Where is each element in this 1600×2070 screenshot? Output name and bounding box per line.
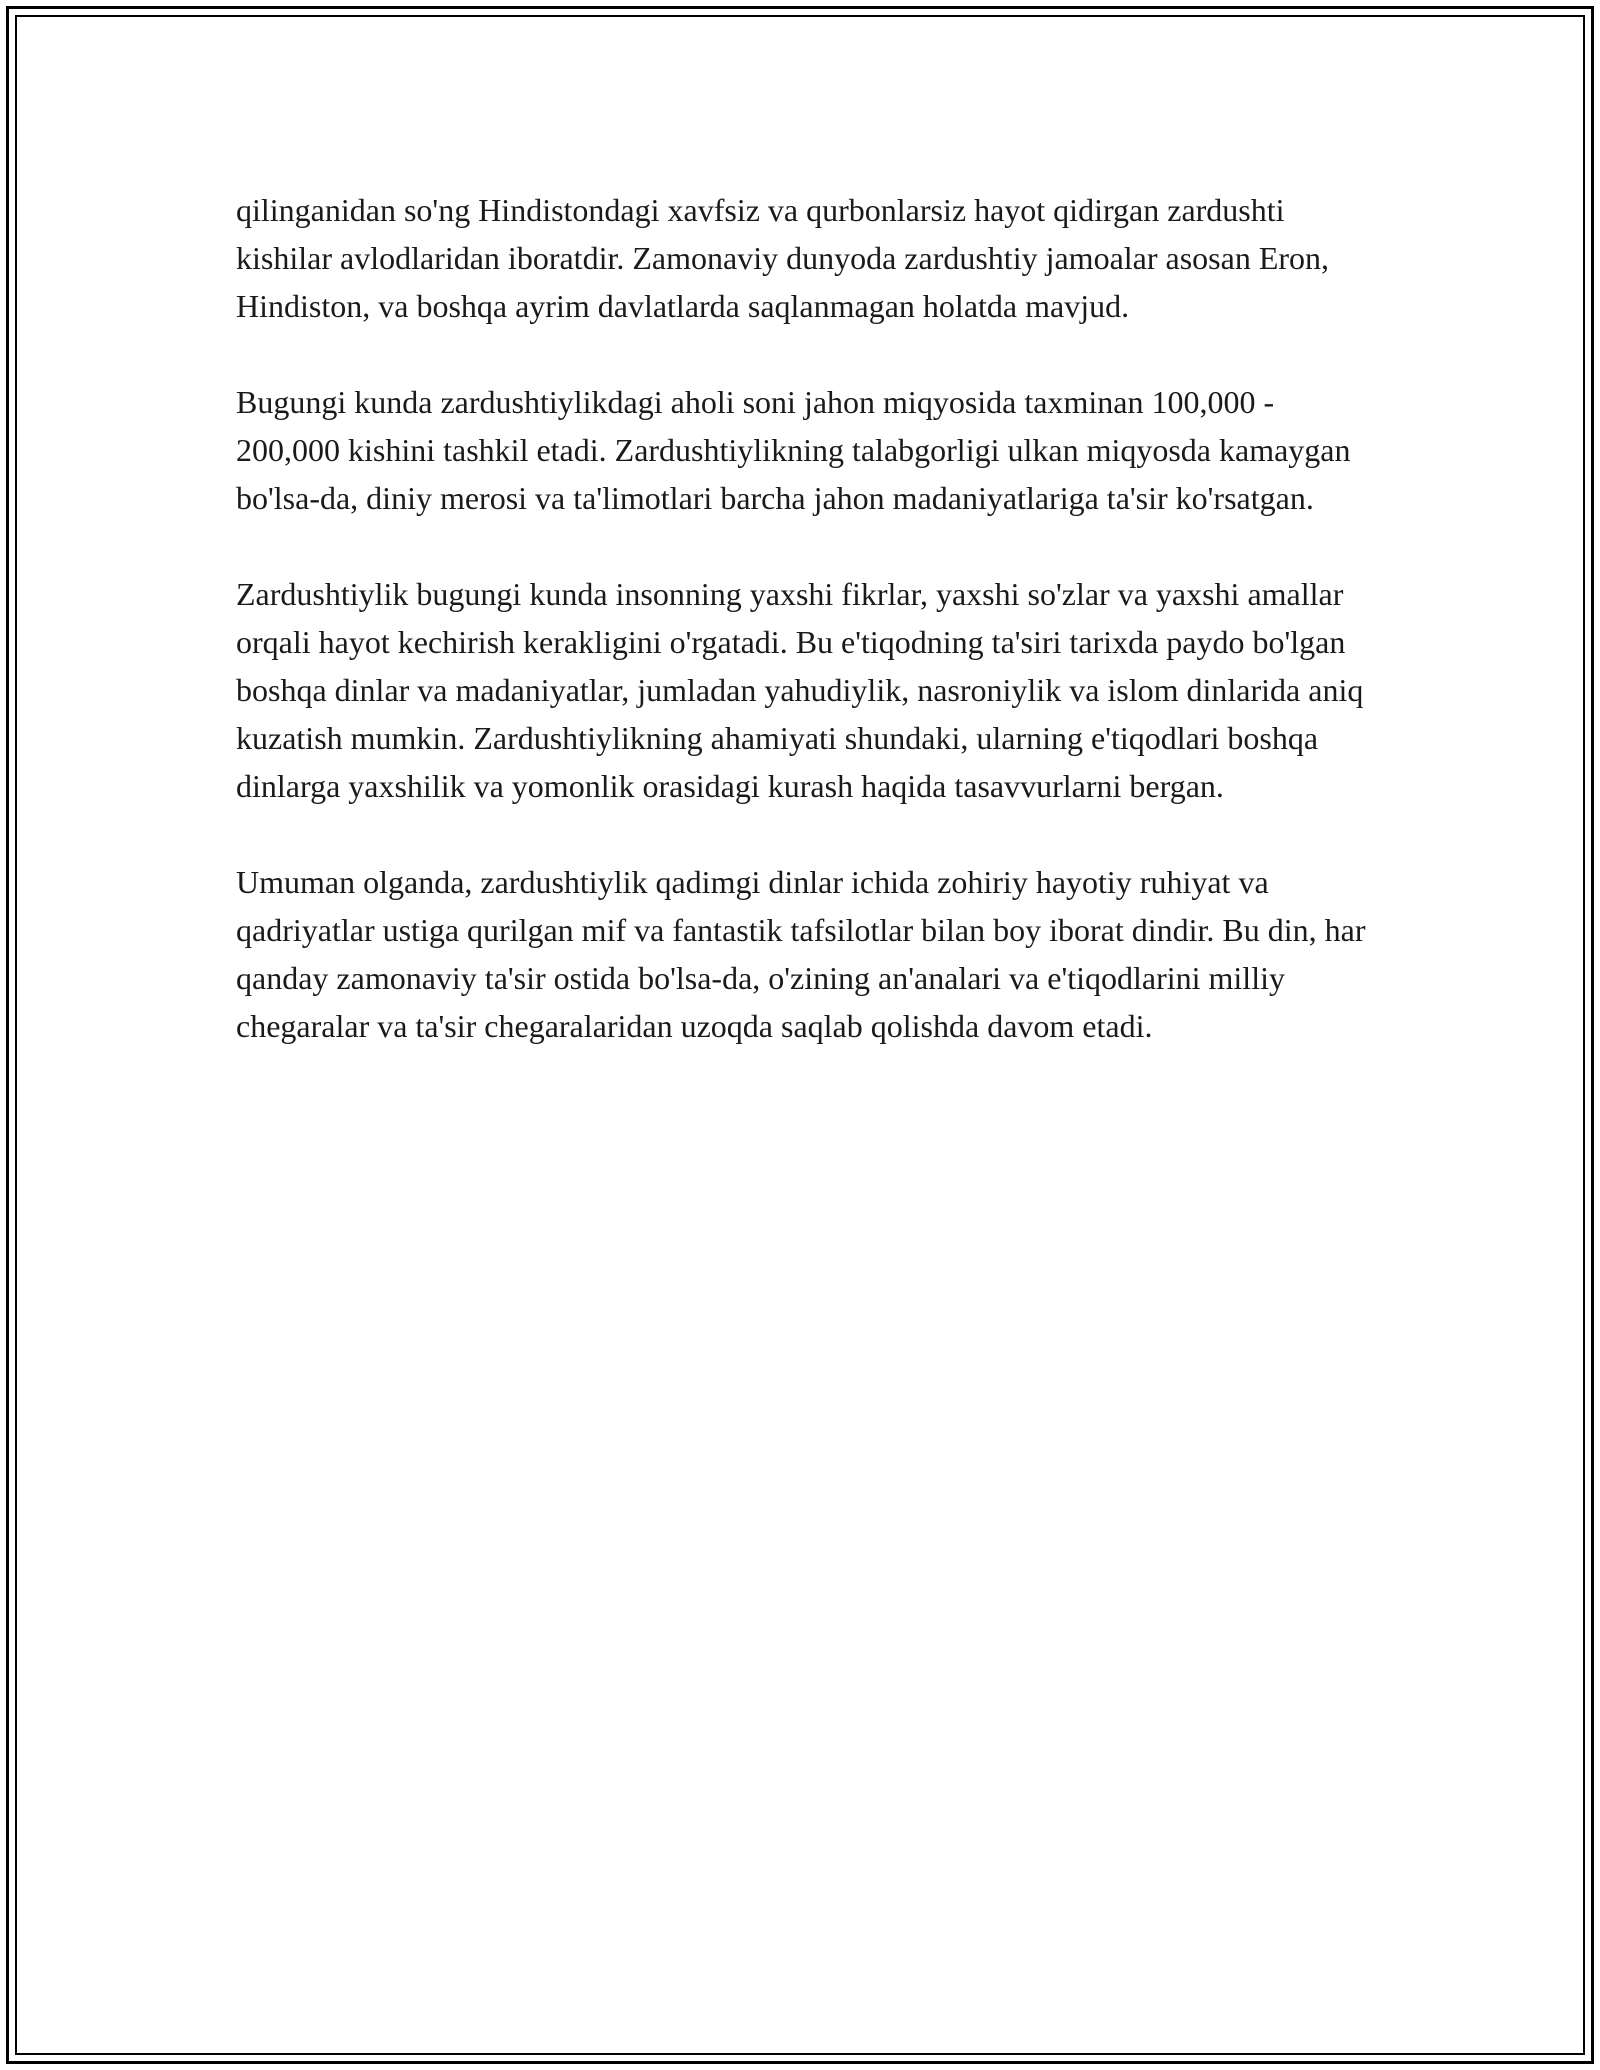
paragraph-3: Zardushtiylik bugungi kunda insonning yaxshi fikrlar, yaxshi so'zlar va yaxshi amallar orqali hayot kechirish kerakligini o'rgatadi. Bu e'tiqodning ta'siri tarixda paydo bo'lgan boshqa dinlar va madaniyatlar, jumladan yahudiylik, nasroniylik va islom dinlarida aniq kuzatish mumkin. Zardushtiylikning ahamiyati shundaki, ularning e'tiqodlari boshqa dinlarga yaxshilik va yomonlik orasidagi kurash haqida tasavvurlarni bergan. bbox=[236, 576, 1364, 804]
paragraph-1: qilinganidan so'ng Hindistondagi xavfsiz va qurbonlarsiz hayot qidirgan zardushti kishilar avlodlaridan iboratdir. Zamonaviy dunyoda zardushtiy jamoalar asosan Eron, Hindiston, va boshqa ayrim davlatlarda saqlanmagan holatda mavjud. bbox=[236, 192, 1330, 324]
paragraph-4: Umuman olganda, zardushtiylik qadimgi dinlar ichida zohiriy hayotiy ruhiyat va qadriyatlar ustiga qurilgan mif va fantastik tafsilotlar bilan boy iborat dindir. Bu din, har qanday zamonaviy ta'sir ostida bo'lsa-da, o'zining an'analari va e'tiqodlarini milliy chegaralar va ta'sir chegaralaridan uzoqda saqlab qolishda davom etadi. bbox=[236, 864, 1366, 1044]
paragraph-2: Bugungi kunda zardushtiylikdagi aholi soni jahon miqyosida taxminan 100,000 - 200,000 kishini tashkil etadi. Zardushtiylikning talabgorligi ulkan miqyosda kamaygan bo'lsa-da, diniy merosi va ta'limotlari barcha jahon madaniyatlariga ta'sir ko'rsatgan. bbox=[236, 384, 1351, 516]
document-body bbox=[236, 186, 1366, 1098]
